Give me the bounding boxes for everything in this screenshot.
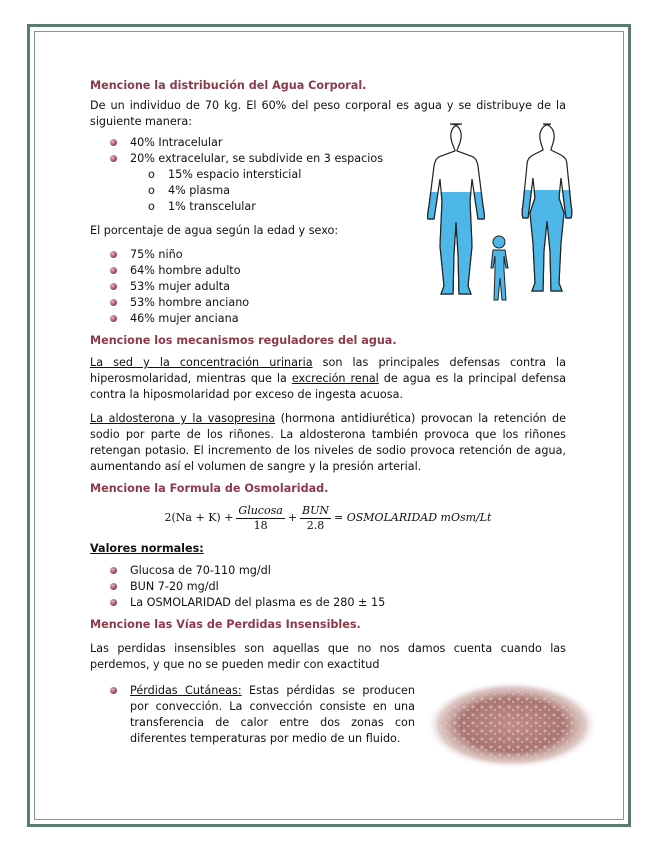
bullet-icon <box>110 299 117 306</box>
heading-regulators: Mencione los mecanismos reguladores del agua. <box>90 334 397 347</box>
heading-insensible-losses: Mencione las Vías de Perdidas Insensibles. <box>90 618 361 631</box>
bullet-icon <box>110 583 117 590</box>
heading-distribution: Mencione la distribución del Agua Corporal. <box>90 79 367 92</box>
list-item: 53% mujer adulta <box>90 279 566 295</box>
osmolarity-formula: 2(Na + K) + $\frac{\text{Glucosa}}{18}$ + $\frac{\text{BUN}}{2.8}$ = OSMOLARIDAD mOsm/Lt <box>164 503 492 532</box>
adult-woman-figure <box>522 124 572 291</box>
child-figure <box>491 236 508 300</box>
regulators-paragraph-2: La aldosterona y la vasopresina (hormona antidiurética) provocan la retención de sodio por parte de los riñones. La aldosterona también provoca que los riñones retengan potasio. El incremento de los niveles de sodio provoca retención de agua, aumentando así el volumen de sangre y la presión arterial. <box>90 412 566 473</box>
bullet-icon <box>110 687 117 694</box>
list-item: 46% mujer anciana <box>90 311 566 327</box>
bullet-icon <box>110 267 117 274</box>
bun-fraction: $\frac{\text{BUN}}{2.8}$ <box>302 503 330 532</box>
normal-values-title: Valores normales: <box>90 542 204 555</box>
regulators-paragraph-1: La sed y la concentración urinaria son las principales defensas contra la hiperosmolaridad, mientras que la excreción renal de agua es la principal defensa contra la hiposmolaridad por exceso de ingesta acuosa. <box>90 356 566 401</box>
list-item: o 4% plasma <box>148 184 230 197</box>
list-item: 20% extracelular, se subdivide en 3 espacios <box>90 151 410 167</box>
glucose-fraction: $\frac{\text{Glucosa}}{18}$ <box>238 503 283 532</box>
list-item: Pérdidas Cutáneas: Estas pérdidas se producen por convección. La convección consiste en una transferencia de calor entre dos zonas con diferentes temperaturas por medio de un fluido. <box>90 683 415 747</box>
list-item: 64% hombre adulto <box>90 263 566 279</box>
list-item: 53% hombre anciano <box>90 295 566 311</box>
insensible-intro: Las perdidas insensibles son aquellas que no nos damos cuenta cuando las perdemos, y que no se pueden medir con exactitud <box>90 642 566 671</box>
distribution-list <box>90 135 410 167</box>
age-intro: El porcentaje de agua según la edad y sexo: <box>90 224 339 237</box>
list-item: 75% niño <box>90 247 566 263</box>
skin-texture-image <box>425 680 600 770</box>
bullet-icon <box>110 599 117 606</box>
insensible-list <box>90 683 415 747</box>
heading-formula: Mencione la Formula de Osmolaridad. <box>90 482 329 495</box>
bullet-icon <box>110 139 117 146</box>
adult-man-figure <box>428 124 485 294</box>
bullet-icon <box>110 251 117 258</box>
section-formula <box>90 481 566 611</box>
distribution-intro: De un individuo de 70 kg. El 60% del peso corporal es agua y se distribuye de la siguiente manera: <box>90 99 566 128</box>
list-item: o 15% espacio intersticial <box>148 168 302 181</box>
list-item: o 1% transcelular <box>148 200 256 213</box>
body-water-figures-illustration <box>413 120 583 315</box>
list-item: BUN 7-20 mg/dl <box>90 579 566 595</box>
bullet-icon <box>110 283 117 290</box>
list-item: 40% Intracelular <box>90 135 410 151</box>
bullet-icon <box>110 155 117 162</box>
bullet-icon <box>110 567 117 574</box>
section-regulators <box>90 333 566 475</box>
normal-values-list <box>90 563 566 611</box>
bullet-icon <box>110 315 117 322</box>
list-item: Glucosa de 70-110 mg/dl <box>90 563 566 579</box>
list-item: La OSMOLARIDAD del plasma es de 280 ± 15 <box>90 595 566 611</box>
